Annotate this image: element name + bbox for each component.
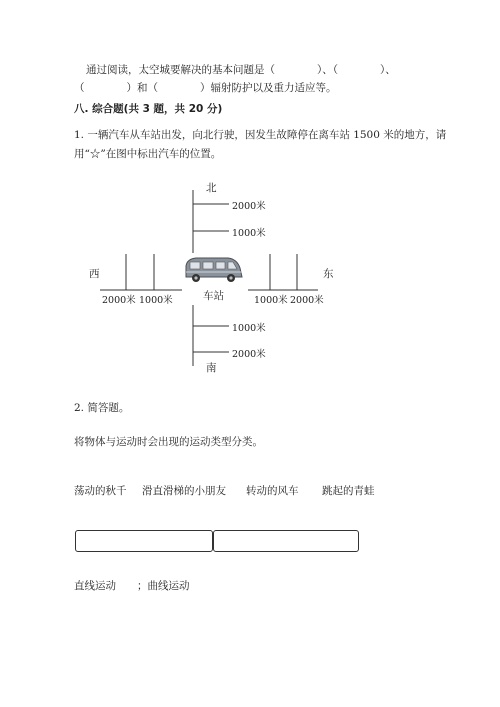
fill-blank-line-2: （ ）和（ ）辐射防护以及重力适应等。 [74,82,337,94]
label-south-2000: 2000米 [232,349,266,360]
label-north-2000: 2000米 [232,201,266,212]
motion-item: 荡动的秋千 [74,485,127,497]
label-west-2000: 2000米 [102,295,136,306]
q2-instruction: 将物体与运动时会出现的运动类型分类。 [74,436,263,448]
answer-labels: 直线运动 ；曲线运动 [74,580,190,592]
fill-blank-line-1: 通过阅读，太空城要解决的基本问题是（ ）、（ ）、 [86,64,396,76]
motion-item: 转动的风车 [246,485,299,497]
label-east-1000: 1000米 [254,295,288,306]
answer-box-linear[interactable] [75,530,213,552]
label-station: 车站 [203,290,224,302]
q1-line-1: 1. 一辆汽车从车站出发，向北行驶，因发生故障停在离车站 1500 米的地方，请 [74,129,447,141]
label-north-1000: 1000米 [232,228,266,239]
label-west-1000: 1000米 [139,295,173,306]
station-van-icon [186,258,242,282]
motion-item: 跳起的青蛙 [322,485,375,497]
label-east: 东 [323,268,334,280]
label-north: 北 [206,182,217,194]
q1-line-2: 用“☆”在图中标出汽车的位置。 [74,148,222,160]
label-south-1000: 1000米 [232,323,266,334]
label-south: 南 [206,362,217,374]
label-east-2000: 2000米 [290,295,324,306]
q2-title: 2. 简答题。 [74,402,130,414]
label-west: 西 [89,268,100,280]
section-title: 八. 综合题(共 3 题，共 20 分) [74,103,223,115]
motion-item: 滑直滑梯的小朋友 [142,485,226,497]
answer-box-curved[interactable] [213,530,359,552]
